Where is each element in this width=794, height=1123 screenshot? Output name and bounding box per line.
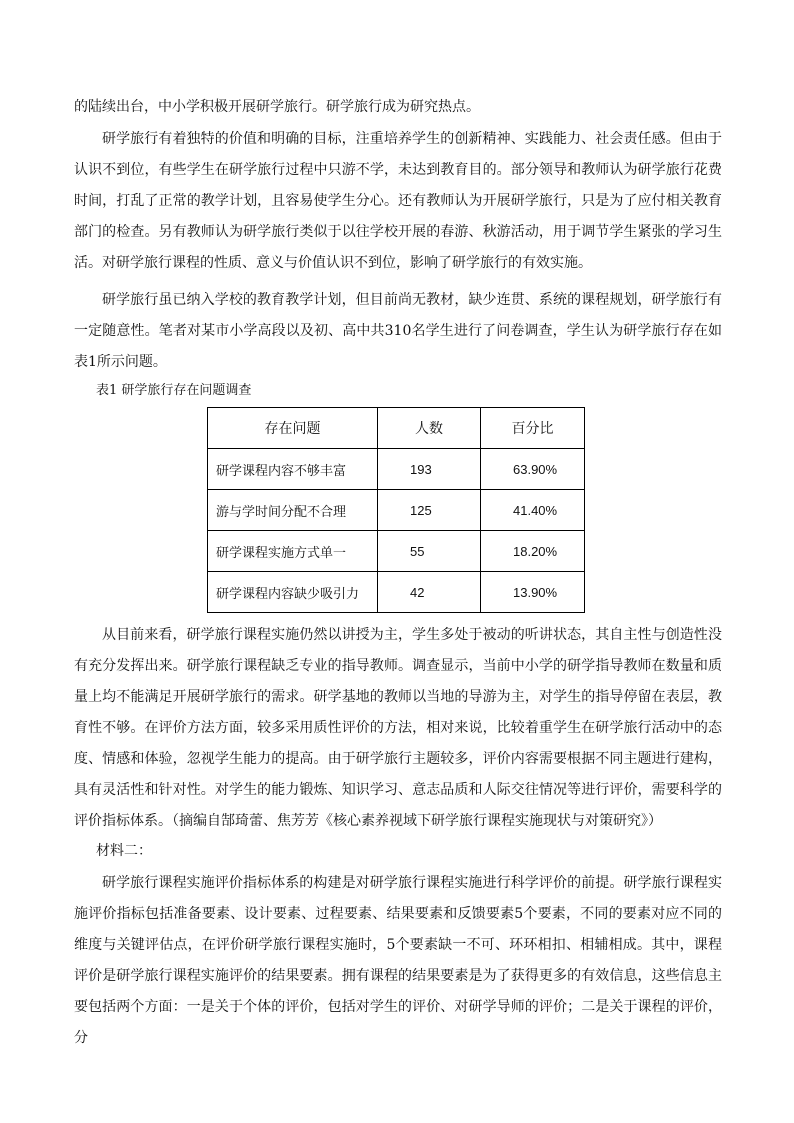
cell-count: 193 — [378, 449, 481, 490]
table-header-row — [208, 408, 585, 449]
cell-percentage: 18.20% — [481, 531, 585, 572]
cell-percentage: 13.90% — [481, 572, 585, 613]
table-row — [208, 572, 585, 613]
paragraph-survey-intro: 研学旅行虽已纳入学校的教育教学计划，但目前尚无教材，缺少连贯、系统的课程规划，研学旅行有一定随意性。笔者对某市小学高段以及初、高中共310名学生进行了问卷调查，学生认为研学旅行存在如表1所示问题。 — [74, 292, 722, 370]
cell-count: 55 — [378, 531, 481, 572]
cell-percentage: 41.40% — [481, 490, 585, 531]
cell-problem: 研学课程内容不够丰富 — [208, 449, 378, 490]
header-count: 人数 — [378, 408, 481, 449]
cell-problem: 研学课程内容缺少吸引力 — [208, 572, 378, 613]
paragraph-value-and-goals: 研学旅行有着独特的价值和明确的目标，注重培养学生的创新精神、实践能力、社会责任感。但由于认识不到位，有些学生在研学旅行过程中只游不学，未达到教育目的。部分领导和教师认为研学旅行花费时间，打乱了正常的教学计划，且容易使学生分心。还有教师认为开展研学旅行，只是为了应付相关教育部门的检查。另有教师认为研学旅行类似于以往学校开展的春游、秋游活动，用于调节学生紧张的学习生活。对研学旅行课程的性质、意义与价值认识不到位，影响了研学旅行的有效实施。 — [74, 131, 722, 271]
table-caption: 表1 研学旅行存在问题调查 — [96, 383, 252, 398]
cell-count: 125 — [378, 490, 481, 531]
cell-count: 42 — [378, 572, 481, 613]
survey-table — [207, 407, 585, 613]
table-row — [208, 449, 585, 490]
table-row — [208, 531, 585, 572]
paragraph-intro-continuation: 的陆续出台，中小学积极开展研学旅行。研学旅行成为研究热点。 — [74, 99, 480, 115]
paragraph-current-situation: 从目前来看，研学旅行课程实施仍然以讲授为主，学生多处于被动的听讲状态，其自主性与创造性没有充分发挥出来。研学旅行课程缺乏专业的指导教师。调查显示，当前中小学的研学指导教师在数量和质量上均不能满足开展研学旅行的需求。研学基地的教师以当地的导游为主，对学生的指导停留在表层，教育性不够。在评价方法方面，较多采用质性评价的方法，相对来说，比较着重学生在研学旅行活动中的态度、情感和体验，忽视学生能力的提高。由于研学旅行主题较多，评价内容需要根据不同主题进行建构，具有灵活性和针对性。对学生的能力锻炼、知识学习、意志品质和人际交往情况等进行评价，需要科学的评价指标体系。（摘编自郜琦蕾、焦芳芳《核心素养视域下研学旅行课程实施现状与对策研究》） — [74, 627, 722, 829]
cell-percentage: 63.90% — [481, 449, 585, 490]
material-two-heading: 材料二： — [96, 843, 152, 859]
cell-problem: 游与学时间分配不合理 — [208, 490, 378, 531]
cell-problem: 研学课程实施方式单一 — [208, 531, 378, 572]
header-percentage: 百分比 — [481, 408, 585, 449]
header-problem: 存在问题 — [208, 408, 378, 449]
paragraph-evaluation-system: 研学旅行课程实施评价指标体系的构建是对研学旅行课程实施进行科学评价的前提。研学旅行课程实施评价指标包括准备要素、设计要素、过程要素、结果要素和反馈要素5个要素，不同的要素对应不同的维度与关键评估点，在评价研学旅行课程实施时，5个要素缺一不可、环环相扣、相辅相成。其中，课程评价是研学旅行课程实施评价的结果要素。拥有课程的结果要素是为了获得更多的有效信息，这些信息主要包括两个方面：一是关于个体的评价，包括对学生的评价、对研学导师的评价；二是关于课程的评价，分 — [74, 875, 722, 1046]
table-row — [208, 490, 585, 531]
